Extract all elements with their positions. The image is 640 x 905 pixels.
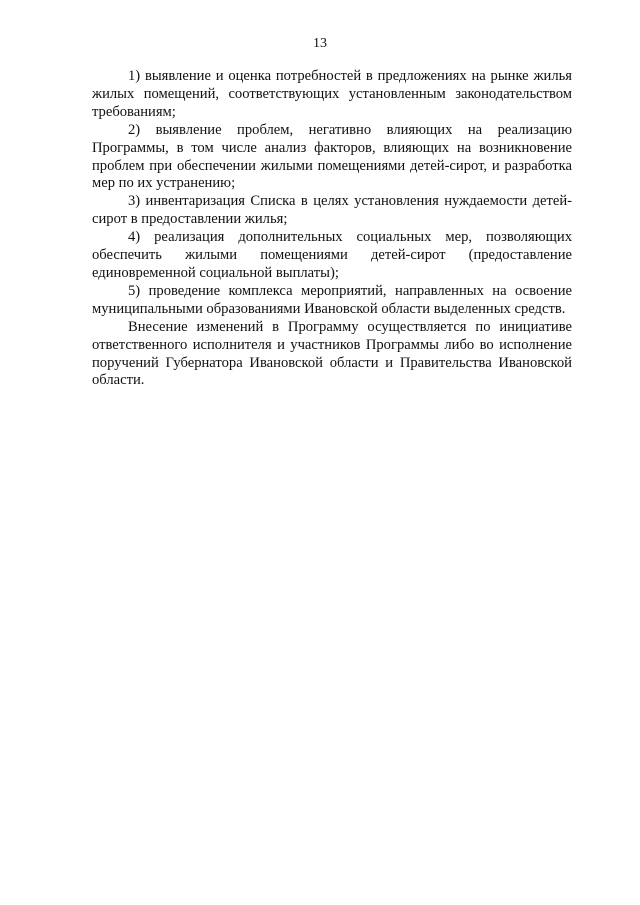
paragraph-item-1: 1) выявление и оценка потребностей в предложениях на рынке жилья жилых помещений, соответствующих установленным законодательством требованиям; xyxy=(92,68,572,120)
paragraph-amendments: Внесение изменений в Программу осуществляется по инициативе ответственного исполнителя и участников Программы либо во исполнение поручений Губернатора Ивановской области и Правительства Ивановской области. xyxy=(92,318,572,389)
paragraph-item-5: 5) проведение комплекса мероприятий, направленных на освоение муниципальными образованиями Ивановской области выделенных средств. xyxy=(92,282,572,317)
paragraph-item-2: 2) выявление проблем, негативно влияющих на реализацию Программы, в том числе анализ факторов, влияющих на возникновение проблем при обеспечении жилыми помещениями детей-сирот, и разработка мер по их устранению; xyxy=(92,121,572,192)
document-body xyxy=(92,68,572,390)
paragraph-item-3: 3) инвентаризация Списка в целях установления нуждаемости детей-сирот в предоставлении жилья; xyxy=(92,193,572,228)
page-number: 13 xyxy=(313,36,327,51)
paragraph-item-4: 4) реализация дополнительных социальных мер, позволяющих обеспечить жилыми помещениями детей-сирот (предоставление единовременной социальной выплаты); xyxy=(92,229,572,281)
